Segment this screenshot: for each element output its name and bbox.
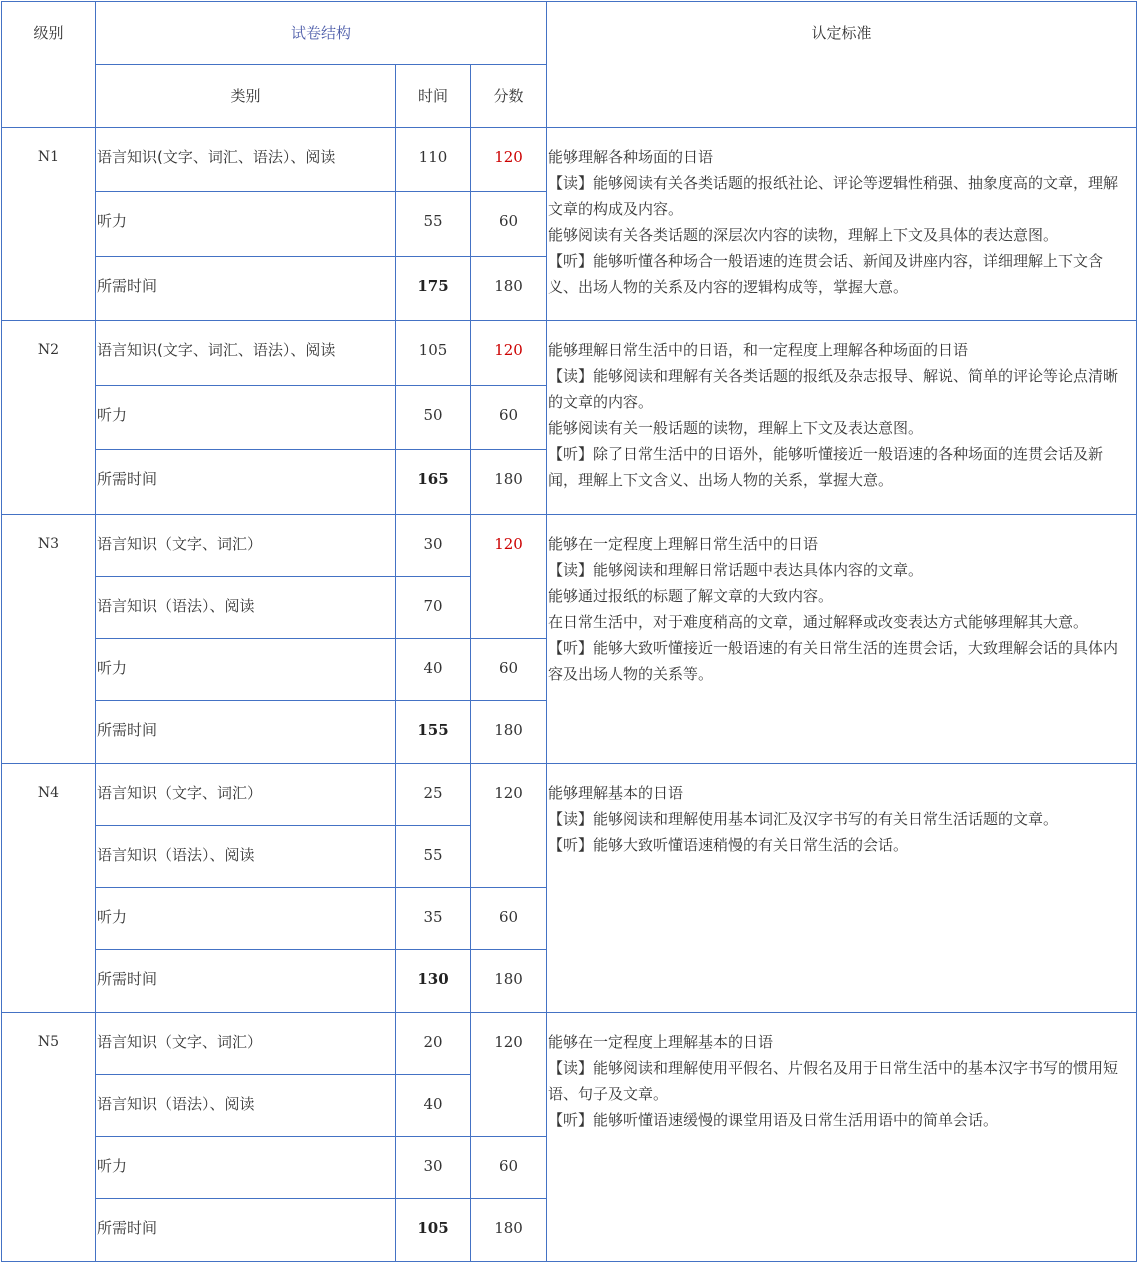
standard-line: 在日常生活中，对于难度稍高的文章，通过解释或改变表达方式能够理解其大意。 <box>548 613 1089 631</box>
score-cell: 60 <box>471 386 547 450</box>
category-cell: 听力 <box>96 1137 396 1199</box>
score-cell: 180 <box>471 450 547 515</box>
header-level: 级别 <box>2 2 96 128</box>
score-cell: 180 <box>471 701 547 764</box>
standard-cell <box>547 515 1137 764</box>
category-cell: 听力 <box>96 888 396 950</box>
standard-line: 能够理解基本的日语 <box>548 784 684 802</box>
category-cell: 语言知识（语法）、阅读 <box>96 826 396 888</box>
table-row <box>2 1013 1137 1075</box>
standard-cell <box>547 764 1137 1013</box>
standard-line: 能够理解日常生活中的日语，和一定程度上理解各种场面的日语 <box>548 341 969 359</box>
category-cell: 所需时间 <box>96 950 396 1013</box>
header-standard: 认定标准 <box>547 2 1137 128</box>
time-cell: 20 <box>396 1013 471 1075</box>
score-cell: 60 <box>471 888 547 950</box>
standard-line: 【听】能够大致听懂语速稍慢的有关日常生活的会话。 <box>548 836 909 854</box>
table-row <box>2 515 1137 577</box>
standard-line: 能够阅读有关各类话题的深层次内容的读物，理解上下文及具体的表达意图。 <box>548 226 1059 244</box>
score-cell: 180 <box>471 950 547 1013</box>
table-row <box>2 764 1137 826</box>
time-cell: 30 <box>396 515 471 577</box>
category-cell: 语言知识（文字、词汇） <box>96 764 396 826</box>
header-score: 分数 <box>471 65 547 128</box>
header-structure: 试卷结构 <box>96 2 547 65</box>
category-cell: 所需时间 <box>96 257 396 321</box>
category-cell: 所需时间 <box>96 701 396 764</box>
level-label: N4 <box>2 764 96 1013</box>
total-time-cell: 105 <box>396 1199 471 1262</box>
category-cell: 听力 <box>96 192 396 257</box>
jlpt-level-table <box>1 1 1137 1262</box>
standard-line: 【读】能够阅读和理解有关各类话题的报纸及杂志报导、解说、简单的评论等论点清晰的文章的内容。 <box>548 367 1119 411</box>
category-cell: 所需时间 <box>96 1199 396 1262</box>
time-cell: 70 <box>396 577 471 639</box>
category-cell: 听力 <box>96 639 396 701</box>
standard-line: 【听】除了日常生活中的日语外，能够听懂接近一般语速的各种场面的连贯会话及新闻，理解上下文含义、出场人物的关系，掌握大意。 <box>548 445 1104 489</box>
time-cell: 55 <box>396 192 471 257</box>
time-cell: 50 <box>396 386 471 450</box>
category-cell: 语言知识（文字、词汇） <box>96 1013 396 1075</box>
standard-line: 能够在一定程度上理解日常生活中的日语 <box>548 535 819 553</box>
standard-cell <box>547 1013 1137 1262</box>
score-cell: 180 <box>471 1199 547 1262</box>
score-cell: 120 <box>471 321 547 386</box>
score-cell: 120 <box>471 515 547 639</box>
score-cell: 60 <box>471 639 547 701</box>
standard-line: 【听】能够听懂各种场合一般语速的连贯会话、新闻及讲座内容，详细理解上下文含义、出场人物的关系及内容的逻辑构成等，掌握大意。 <box>548 252 1104 296</box>
time-cell: 40 <box>396 1075 471 1137</box>
total-time-cell: 175 <box>396 257 471 321</box>
header-time: 时间 <box>396 65 471 128</box>
standard-line: 【读】能够阅读有关各类话题的报纸社论、评论等逻辑性稍强、抽象度高的文章，理解文章的构成及内容。 <box>548 174 1119 218</box>
standard-cell <box>547 128 1137 321</box>
score-cell: 120 <box>471 1013 547 1137</box>
level-label: N3 <box>2 515 96 764</box>
category-cell: 所需时间 <box>96 450 396 515</box>
standard-line: 【听】能够听懂语速缓慢的课堂用语及日常生活用语中的简单会话。 <box>548 1111 999 1129</box>
time-cell: 105 <box>396 321 471 386</box>
time-cell: 35 <box>396 888 471 950</box>
score-cell: 120 <box>471 764 547 888</box>
category-cell: 语言知识（语法）、阅读 <box>96 577 396 639</box>
level-label: N5 <box>2 1013 96 1262</box>
score-cell: 120 <box>471 128 547 192</box>
score-cell: 60 <box>471 1137 547 1199</box>
total-time-cell: 130 <box>396 950 471 1013</box>
category-cell: 听力 <box>96 386 396 450</box>
standard-line: 【听】能够大致听懂接近一般语速的有关日常生活的连贯会话，大致理解会话的具体内容及出场人物的关系等。 <box>548 639 1119 683</box>
time-cell: 40 <box>396 639 471 701</box>
category-cell: 语言知识（文字、词汇） <box>96 515 396 577</box>
standard-line: 能够在一定程度上理解基本的日语 <box>548 1033 774 1051</box>
total-time-cell: 165 <box>396 450 471 515</box>
score-cell: 60 <box>471 192 547 257</box>
standard-line: 能够理解各种场面的日语 <box>548 148 714 166</box>
total-time-cell: 155 <box>396 701 471 764</box>
time-cell: 25 <box>396 764 471 826</box>
category-cell: 语言知识(文字、词汇、语法）、阅读 <box>96 128 396 192</box>
level-label: N2 <box>2 321 96 515</box>
header-category: 类别 <box>96 65 396 128</box>
standard-line: 【读】能够阅读和理解日常话题中表达具体内容的文章。 <box>548 561 924 579</box>
level-label: N1 <box>2 128 96 321</box>
time-cell: 55 <box>396 826 471 888</box>
standard-line: 能够阅读有关一般话题的读物，理解上下文及表达意图。 <box>548 419 924 437</box>
standard-line: 【读】能够阅读和理解使用基本词汇及汉字书写的有关日常生活话题的文章。 <box>548 810 1059 828</box>
standard-line: 能够通过报纸的标题了解文章的大致内容。 <box>548 587 834 605</box>
standard-line: 【读】能够阅读和理解使用平假名、片假名及用于日常生活中的基本汉字书写的惯用短语、句子及文章。 <box>548 1059 1119 1103</box>
table-row <box>2 321 1137 386</box>
score-cell: 180 <box>471 257 547 321</box>
time-cell: 110 <box>396 128 471 192</box>
category-cell: 语言知识(文字、词汇、语法）、阅读 <box>96 321 396 386</box>
table-row <box>2 128 1137 192</box>
category-cell: 语言知识（语法）、阅读 <box>96 1075 396 1137</box>
standard-cell <box>547 321 1137 515</box>
time-cell: 30 <box>396 1137 471 1199</box>
